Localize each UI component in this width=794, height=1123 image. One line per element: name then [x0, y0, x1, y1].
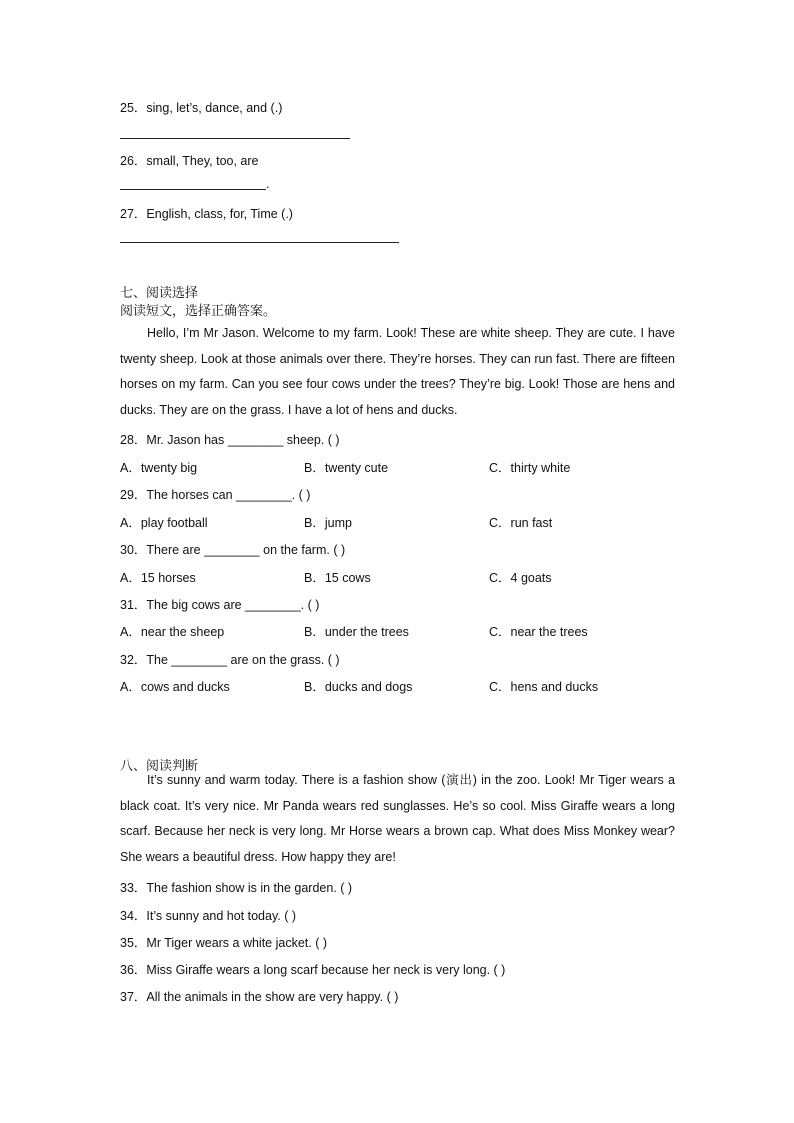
answer-line-25 [120, 138, 350, 139]
section-7-heading: 七、阅读选择 [120, 285, 199, 300]
option-29-b[interactable]: B．jump [304, 516, 352, 530]
option-29-a[interactable]: A．play football [120, 516, 208, 530]
statement-33: 33．The fashion show is in the garden. ( ) [120, 881, 353, 895]
question-26: 26．small, They, too, are [120, 154, 259, 168]
option-28-b[interactable]: B．twenty cute [304, 461, 389, 475]
option-31-a[interactable]: A．near the sheep [120, 625, 225, 639]
option-28-c[interactable]: C．thirty white [489, 461, 571, 475]
option-30-b[interactable]: B．15 cows [304, 571, 371, 585]
question-30: 30．There are ________ on the farm. ( ) [120, 543, 346, 557]
option-32-c[interactable]: C．hens and ducks [489, 680, 599, 694]
question-27: 27．English, class, for, Time (.) [120, 207, 293, 221]
statement-35: 35．Mr Tiger wears a white jacket. ( ) [120, 936, 328, 950]
option-29-c[interactable]: C．run fast [489, 516, 553, 530]
question-32: 32．The ________ are on the grass. ( ) [120, 653, 340, 667]
answer-line-26 [120, 189, 266, 190]
question-28: 28．Mr. Jason has ________ sheep. ( ) [120, 433, 340, 447]
option-32-b[interactable]: B．ducks and dogs [304, 680, 413, 694]
statement-37: 37．All the animals in the show are very happy. ( ) [120, 990, 399, 1004]
option-32-a[interactable]: A．cows and ducks [120, 680, 230, 694]
option-30-c[interactable]: C．4 goats [489, 571, 552, 585]
question-29: 29．The horses can ________. ( ) [120, 488, 311, 502]
section-7-instruction: 阅读短文，选择正确答案。 [120, 303, 277, 318]
statement-36: 36．Miss Giraffe wears a long scarf because her neck is very long. ( ) [120, 963, 506, 977]
section-8-passage [120, 768, 675, 871]
section-7-passage [120, 321, 675, 424]
answer-line-27 [120, 242, 399, 243]
question-26-period: . [266, 177, 270, 191]
option-31-b[interactable]: B．under the trees [304, 625, 409, 639]
statement-34: 34．It’s sunny and hot today. ( ) [120, 909, 297, 923]
question-31: 31．The big cows are ________. ( ) [120, 598, 320, 612]
passage-text: Hello, I’m Mr Jason. Welcome to my farm. Look! These are white sheep. They are cute. I have twenty sheep. Look at those animals over there. They’re horses. They can run fast. There are fifteen horses on my farm. Can you see four cows under the trees? They’re big. Look! Those are hens and ducks. They are on the grass. I have a lot of hens and ducks. [120, 326, 675, 418]
passage-text: It’s sunny and warm today. There is a fashion show (演出) in the zoo. Look! Mr Tiger wears a black coat. It’s very nice. Mr Panda wears red sunglasses. He’s so cool. Miss Giraffe wears a long scarf. Because her neck is very long. Mr Horse wears a brown cap. What does Miss Monkey wear? She wears a beautiful dress. How happy they are! [120, 773, 675, 865]
option-30-a[interactable]: A．15 horses [120, 571, 196, 585]
option-28-a[interactable]: A．twenty big [120, 461, 198, 475]
question-25: 25．sing, let’s, dance, and (.) [120, 101, 283, 115]
option-31-c[interactable]: C．near the trees [489, 625, 588, 639]
section-8-heading: 八、阅读判断 [120, 758, 199, 773]
